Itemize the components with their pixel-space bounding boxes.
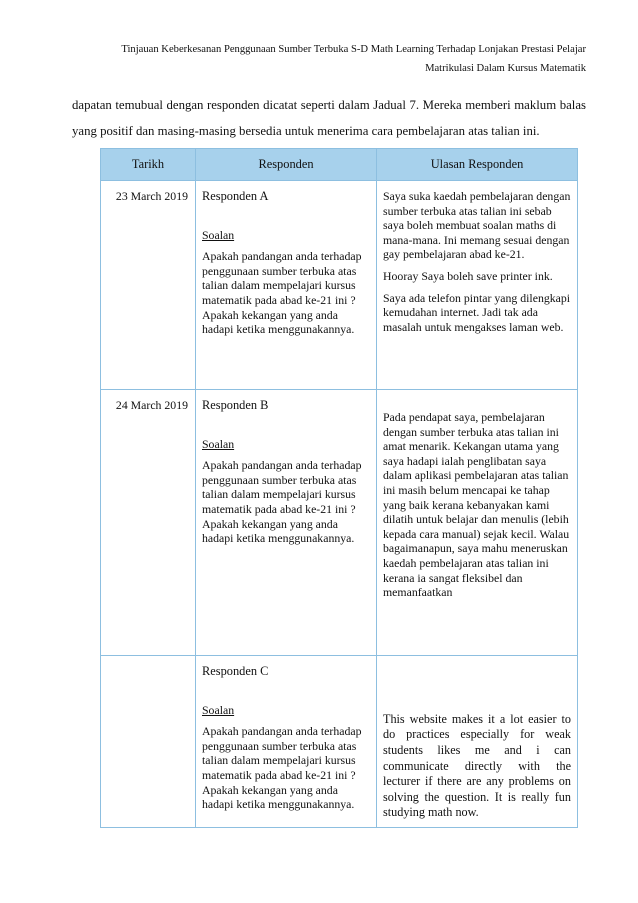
comment-paragraph: Pada pendapat saya, pembelajaran dengan sumber terbuka atas talian ini amat menarik. Kekangan utama yang saya hadapi ialah penglibatan saya dalam aplikasi pembelajaran atas talian ini masih belum mencapai ke tahap yang baik kerana kebanyakan kami dilatih untuk belajar dan menulis (lebih kepada cara manual) sejak kecil. Walau bagaimanapun, saya mahu meneruskan kaedah pembelajaran atas talian ini kerana ia sangat fleksibel dan memanfaatkan [383, 410, 570, 600]
respondent-name: Responden B [202, 398, 269, 412]
comment-paragraph: Saya suka kaedah pembelajaran dengan sumber terbuka atas talian ini sebab saya boleh membuat soalan maths di mana-mana. Ini memang sesuai dengan gay pembelajaran abad ke-21. [383, 189, 571, 262]
table-header-row [101, 149, 578, 181]
header-responden: Responden [196, 149, 377, 181]
comment-cell [377, 181, 578, 390]
header-ulasan: Ulasan Responden [377, 149, 578, 181]
respondent-cell [196, 656, 377, 828]
comment-paragraph: Hooray Saya boleh save printer ink. [383, 268, 553, 283]
table-row [101, 390, 578, 656]
respondent-cell [196, 390, 377, 656]
header-tarikh: Tarikh [101, 149, 196, 181]
respondent-cell [196, 181, 377, 390]
comment-cell [377, 390, 578, 656]
running-header [66, 40, 586, 78]
question-text: Apakah pandangan anda terhadap penggunaan sumber terbuka atas talian dalam mempelajari kursus matematik pada abad ke-21 ini ? Apakah kekangan yang anda hadapi ketika menggunakannya. [202, 458, 362, 546]
respondent-name: Responden A [202, 189, 269, 203]
comment-paragraph: This website makes it a lot easier to do practices especially for weak students likes me and i can communicate directly with the lecturer if there are any problems on solving the question. It is really fun studying math now. [383, 711, 571, 820]
interview-table [100, 148, 578, 828]
soalan-label: Soalan [202, 702, 235, 717]
respondent-name: Responden C [202, 664, 269, 678]
table-row [101, 656, 578, 828]
soalan-label: Soalan [202, 436, 235, 451]
running-header-line2: Matrikulasi Dalam Kursus Matematik [425, 63, 586, 74]
date-cell: 24 March 2019 [101, 390, 196, 656]
comment-cell [377, 656, 578, 828]
running-header-line1: Tinjauan Keberkesanan Penggunaan Sumber Terbuka S-D Math Learning Terhadap Lonjakan Prestasi Pelajar [121, 44, 586, 55]
soalan-label: Soalan [202, 227, 235, 242]
question-text: Apakah pandangan anda terhadap penggunaan sumber terbuka atas talian dalam mempelajari kursus matematik pada abad ke-21 ini ? Apakah kekangan yang anda hadapi ketika menggunakannya. [202, 249, 362, 337]
question-text: Apakah pandangan anda terhadap penggunaan sumber terbuka atas talian dalam mempelajari kursus matematik pada abad ke-21 ini ? Apakah kekangan yang anda hadapi ketika menggunakannya. [202, 724, 362, 812]
intro-paragraph: dapatan temubual dengan responden dicatat seperti dalam Jadual 7. Mereka memberi maklum balas yang positif dan masing-masing bersedia untuk menerima cara pembelajaran atas talian ini. [72, 98, 586, 138]
date-cell [101, 656, 196, 828]
comment-paragraph: Saya ada telefon pintar yang dilengkapi kemudahan internet. Jadi tak ada masalah untuk mengakses laman web. [383, 290, 571, 334]
table-row [101, 181, 578, 390]
date-cell: 23 March 2019 [101, 181, 196, 390]
